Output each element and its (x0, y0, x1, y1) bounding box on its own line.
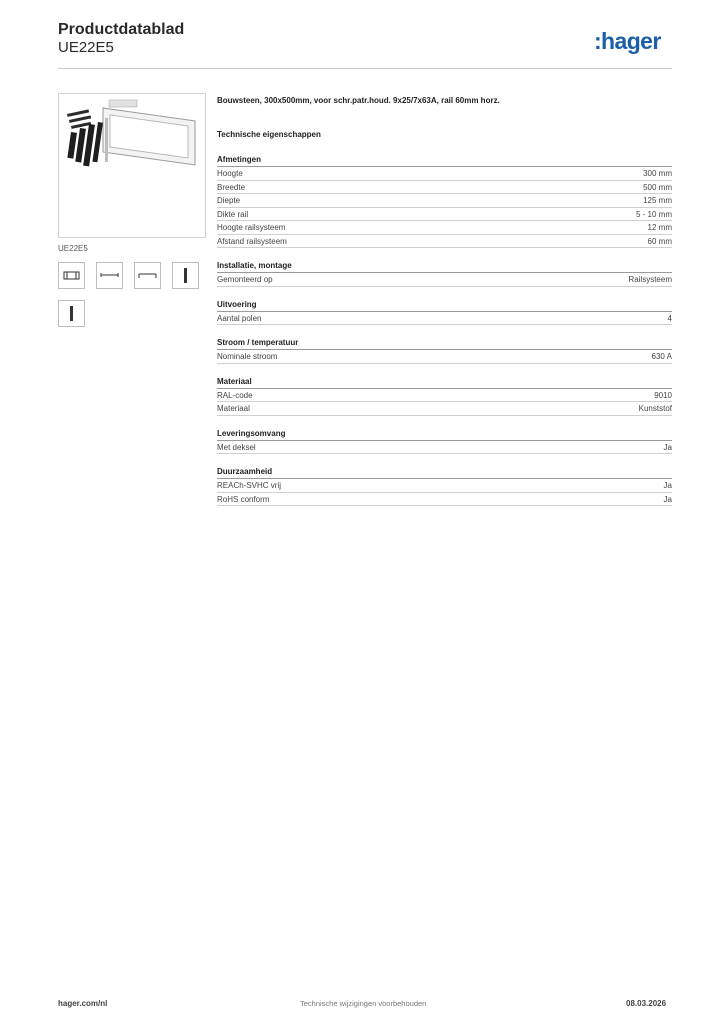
section-title: Afmetingen (217, 155, 672, 167)
thumbnail-top[interactable] (96, 262, 123, 289)
property-value: 9010 (654, 390, 672, 400)
property-row (217, 167, 672, 181)
section-title: Duurzaamheid (217, 467, 672, 479)
property-section (217, 338, 672, 364)
hager-logo: :hager (594, 28, 661, 54)
property-value: 630 A (651, 352, 672, 361)
property-row (217, 479, 672, 493)
property-section (217, 155, 672, 248)
rail-view-icon (59, 301, 84, 326)
property-label: Hoogte (217, 169, 243, 178)
property-row (217, 312, 672, 326)
property-row (217, 181, 672, 195)
product-description: Bouwsteen, 300x500mm, voor schr.patr.houd. 9x25/7x63A, rail 60mm horz. (217, 96, 500, 105)
property-row (217, 402, 672, 416)
footer-date: 08.03.2026 (626, 999, 667, 1008)
property-label: Aantal polen (217, 313, 262, 323)
property-section (217, 300, 672, 326)
property-label: RAL-code (217, 390, 253, 400)
property-label: Hoogte railsysteem (217, 223, 286, 232)
property-label: Diepte (217, 196, 241, 205)
property-row (217, 221, 672, 235)
property-section (217, 467, 672, 506)
thumbnail-front[interactable] (58, 262, 85, 289)
side-view-icon (173, 263, 198, 288)
property-value: Ja (663, 494, 672, 504)
property-row (217, 194, 672, 208)
section-title: Installatie, montage (217, 261, 672, 273)
page-title: Productdatablad (58, 21, 185, 38)
property-row (217, 350, 672, 364)
thumbnail-rail[interactable] (58, 300, 85, 327)
property-label: Breedte (217, 182, 246, 192)
property-row (217, 493, 672, 507)
header-divider (58, 68, 672, 69)
property-label: Met deksel (217, 442, 256, 452)
property-row (217, 235, 672, 249)
property-value: 500 mm (643, 182, 672, 192)
section-title: Uitvoering (217, 300, 672, 312)
property-label: Dikte rail (217, 209, 249, 219)
product-image[interactable] (58, 93, 206, 238)
product-code: UE22E5 (58, 39, 114, 56)
property-row (217, 441, 672, 455)
property-value: 125 mm (643, 196, 672, 205)
property-value: 12 mm (647, 223, 672, 232)
thumbnail-side[interactable] (172, 262, 199, 289)
product-details (217, 96, 672, 506)
property-section (217, 429, 672, 455)
property-section (217, 377, 672, 416)
property-value: Railsysteem (628, 275, 672, 284)
property-section (217, 261, 672, 287)
property-value: 60 mm (647, 236, 672, 246)
thumbnail-bottom[interactable] (134, 262, 161, 289)
section-title: Materiaal (217, 377, 672, 389)
section-title: Leveringsomvang (217, 429, 672, 441)
property-value: 300 mm (643, 169, 672, 178)
property-value: Ja (663, 442, 672, 452)
property-label: REACh-SVHC vrij (217, 481, 282, 490)
property-value: 5 - 10 mm (635, 209, 672, 219)
front-view-icon (59, 263, 84, 288)
top-view-icon (97, 263, 122, 288)
property-row (217, 389, 672, 403)
property-label: Materiaal (217, 404, 250, 413)
property-label: Nominale stroom (217, 352, 278, 361)
property-sections (217, 155, 672, 506)
bottom-view-icon (135, 263, 160, 288)
property-row (217, 208, 672, 222)
footer-notice: Technische wijzigingen voorbehouden (300, 999, 427, 1008)
property-value: 4 (667, 313, 672, 323)
property-label: Gemonteerd op (217, 275, 273, 284)
property-label: Afstand railsysteem (217, 236, 287, 246)
property-value: Ja (663, 481, 672, 490)
property-label: RoHS conform (217, 494, 270, 504)
image-caption: UE22E5 (58, 244, 88, 253)
footer-website-link[interactable]: hager.com/nl (58, 999, 108, 1008)
property-value: Kunststof (638, 404, 672, 413)
property-row (217, 273, 672, 287)
section-title: Stroom / temperatuur (217, 338, 672, 350)
technical-properties-heading: Technische eigenschappen (217, 130, 321, 139)
